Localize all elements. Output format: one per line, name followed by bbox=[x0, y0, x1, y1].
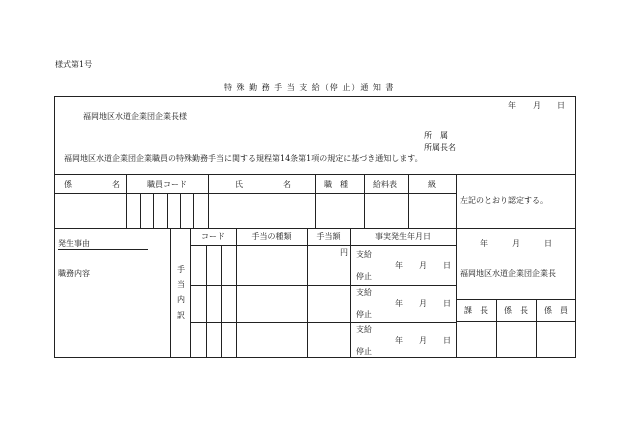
col-type: 手当の種類 bbox=[251, 232, 292, 241]
row2-pay: 支給 bbox=[356, 288, 372, 297]
date-year: 年 bbox=[508, 101, 516, 110]
reason-label: 発生事由 bbox=[58, 239, 90, 248]
detail-label-3: 内 bbox=[177, 295, 185, 304]
col-date: 事実発生年月日 bbox=[375, 232, 431, 241]
stamp-header-chief: 課 長 bbox=[464, 306, 488, 315]
row3-stop: 停止 bbox=[356, 347, 372, 356]
date-month: 月 bbox=[533, 101, 541, 110]
header-grade: 級 bbox=[428, 180, 436, 189]
header-section: 係 名 bbox=[64, 180, 120, 189]
cert-date-month: 月 bbox=[512, 239, 520, 248]
row1-pay: 支給 bbox=[356, 250, 372, 259]
row2-date: 年 月 日 bbox=[395, 299, 451, 308]
notice-text: 福岡地区水道企業団企業職員の特殊勤務手当に関する規程第14条第1項の規定に基づき通知します。 bbox=[64, 154, 423, 163]
stamp-header-staff: 係 員 bbox=[544, 306, 568, 315]
row3-pay: 支給 bbox=[356, 325, 372, 334]
header-name: 氏 名 bbox=[235, 180, 291, 189]
row3-date: 年 月 日 bbox=[395, 336, 451, 345]
row1-stop: 停止 bbox=[356, 272, 372, 281]
row1-unit: 円 bbox=[340, 248, 348, 257]
certification-text: 左記のとおり認定する。 bbox=[460, 196, 548, 205]
form-number: 様式第1号 bbox=[55, 60, 93, 69]
detail-label-2: 当 bbox=[177, 280, 185, 289]
affiliation-dept: 所 属 bbox=[424, 131, 448, 140]
page-title: 特 殊 勤 務 手 当 支 給（停 止）通 知 書 bbox=[224, 83, 395, 92]
row2-stop: 停止 bbox=[356, 310, 372, 319]
col-amount: 手当額 bbox=[316, 232, 341, 241]
row1-date: 年 月 日 bbox=[395, 261, 451, 270]
cert-date-year: 年 bbox=[480, 239, 488, 248]
stamp-header-sub-chief: 係 長 bbox=[504, 306, 528, 315]
duty-label: 職務内容 bbox=[58, 269, 90, 278]
cert-date-day: 日 bbox=[544, 239, 552, 248]
col-code: コード bbox=[201, 232, 225, 241]
header-staff-code: 職員コード bbox=[147, 180, 187, 189]
detail-label-1: 手 bbox=[177, 265, 185, 274]
addressee: 福岡地区水道企業団企業長様 bbox=[83, 112, 187, 121]
header-post: 職 種 bbox=[324, 180, 348, 189]
detail-label-4: 訳 bbox=[177, 311, 185, 320]
date-day: 日 bbox=[557, 101, 565, 110]
header-salary-table: 給料表 bbox=[373, 180, 397, 189]
affiliation-head: 所属長名 bbox=[424, 143, 456, 152]
cert-issuer: 福岡地区水道企業団企業長 bbox=[460, 269, 556, 278]
